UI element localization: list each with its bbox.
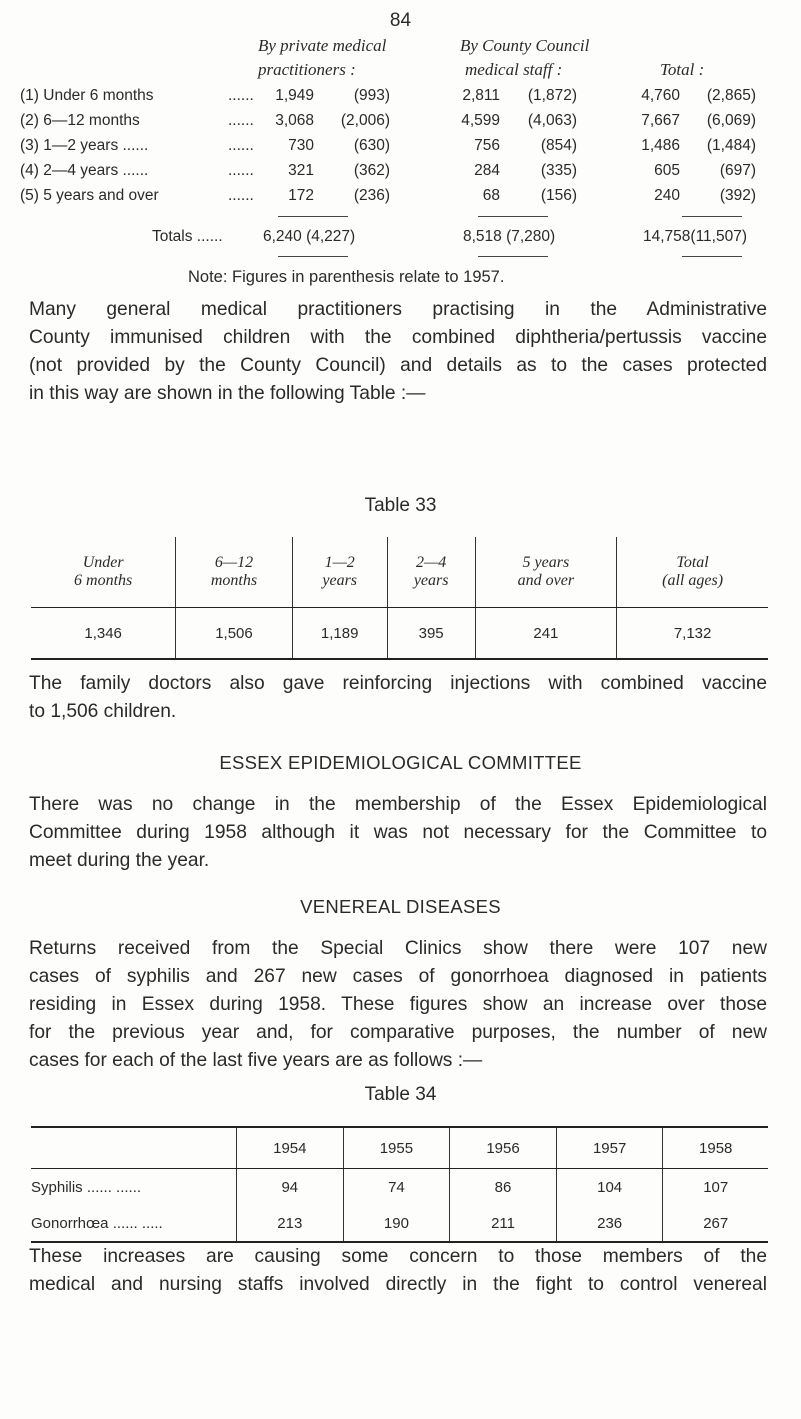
text-line: in this way are shown in the following Table :— [29,383,426,404]
table33-cell: 241 [475,608,617,660]
private-value: 321 [288,162,314,179]
row-label: (5) 5 years and over [20,187,159,204]
table33 [31,537,768,660]
text-line: meet during the year. [29,850,210,871]
col-header-county-line1: By County Council [460,36,590,55]
county-1957-value: (4,063) [527,112,577,129]
table33-cell: 7,132 [617,608,768,660]
text-line: Many general medical practitioners practising in the Administrative [29,299,767,320]
table33-cell: 1,346 [31,608,176,660]
text-line: Committee during 1958 although it was not necessary for the Committee to [29,822,767,843]
table34-cell: 107 [663,1169,768,1206]
private-1957-value: (236) [353,187,390,204]
text-line: These increases are causing some concern to those members of the [29,1246,767,1267]
table33-cell: 1,506 [176,608,292,660]
table34-cell: 74 [343,1169,450,1206]
paragraph-venereal [29,935,767,1075]
county-1957-value: (156) [540,187,577,204]
text-line: cases for each of the last five years are as follows :— [29,1050,483,1071]
paragraph-immunisation [29,296,767,408]
text-line: (not provided by the County Council) and details as to the cases protected [29,355,767,376]
table34-cell: 94 [237,1169,344,1206]
heading-epidemiological: ESSEX EPIDEMIOLOGICAL COMMITTEE [219,752,582,773]
table34-cell: 267 [663,1205,768,1242]
table33-header: 1—2 years [292,537,387,608]
county-1957-value: (335) [540,162,577,179]
col-header-private-line2: practitioners : [258,60,356,79]
table34-corner [31,1127,237,1169]
total-rule [682,216,742,217]
totals-label: Totals ...... [152,228,223,245]
row-dots: ...... [228,87,254,104]
county-value: 4,599 [461,112,500,129]
row-dots: ...... [228,162,254,179]
table33-header: Total (all ages) [617,537,768,608]
table34-cell: 86 [450,1169,557,1206]
private-value: 3,068 [275,112,314,129]
table34-cell: 211 [450,1205,557,1242]
total-rule [478,256,548,257]
table34 [31,1126,768,1243]
table34-cell: 213 [237,1205,344,1242]
table33-title: Table 33 [364,495,437,516]
private-value: 172 [288,187,314,204]
table33-header: Under 6 months [31,537,176,608]
private-value: 1,949 [275,87,314,104]
paragraph-concern [29,1243,767,1299]
private-value: 730 [288,137,314,154]
totals-total: 14,758(11,507) [643,228,747,245]
total-value: 4,760 [641,87,680,104]
table34-cell: 236 [556,1205,663,1242]
table33-cell: 395 [387,608,475,660]
totals-private: 6,240 (4,227) [263,228,356,245]
paragraph-reinforcing [29,670,767,726]
total-rule [682,256,742,257]
table34-row-label: Gonorrhœa ...... ..... [31,1214,163,1232]
total-rule [278,216,348,217]
table-note: Note: Figures in parenthesis relate to 1957. [188,268,505,286]
page-number: 84 [389,10,412,31]
table34-cell: 104 [556,1169,663,1206]
text-line: to 1,506 children. [29,701,177,722]
total-1957-value: (697) [719,162,756,179]
row-label: (1) Under 6 months [20,87,154,104]
private-1957-value: (2,006) [340,112,390,129]
heading-venereal: VENEREAL DISEASES [300,896,501,917]
row-label: (3) 1—2 years ...... [20,137,149,154]
text-line: Returns received from the Special Clinics show there were 107 new [29,938,767,959]
county-value: 284 [474,162,500,179]
col-header-private-line1: By private medical [258,36,387,55]
table33-header: 5 years and over [475,537,617,608]
row-dots: ...... [228,137,254,154]
total-rule [278,256,348,257]
county-value: 2,811 [462,87,500,104]
total-value: 1,486 [641,137,680,154]
total-value: 7,667 [641,112,680,129]
totals-county: 8,518 (7,280) [463,228,556,245]
private-1957-value: (362) [353,162,390,179]
total-1957-value: (1,484) [706,137,756,154]
total-rule [478,216,548,217]
col-header-county-line2: medical staff : [465,60,563,79]
private-1957-value: (630) [353,137,390,154]
text-line: for the previous year and, for comparative purposes, the number of new [29,1022,767,1043]
total-value: 240 [654,187,680,204]
table34-year: 1958 [663,1127,768,1169]
county-value: 68 [482,187,500,204]
text-line: cases of syphilis and 267 new cases of gonorrhoea diagnosed in patients [29,966,767,987]
text-line: residing in Essex during 1958. These figures show an increase over those [29,994,767,1015]
total-1957-value: (392) [719,187,756,204]
private-1957-value: (993) [353,87,390,104]
table33-header: 6—12 months [176,537,292,608]
total-1957-value: (2,865) [706,87,756,104]
county-1957-value: (1,872) [527,87,577,104]
row-dots: ...... [228,112,254,129]
total-1957-value: (6,069) [706,112,756,129]
county-1957-value: (854) [540,137,577,154]
table34-cell: 190 [343,1205,450,1242]
table34-row-label: Syphilis ...... ...... [31,1178,142,1196]
text-line: The family doctors also gave reinforcing injections with combined vaccine [29,673,767,694]
table34-title: Table 34 [364,1084,437,1105]
text-line: medical and nursing staffs involved directly in the fight to control venereal [29,1274,767,1295]
table33-header: 2—4 years [387,537,475,608]
table33-cell: 1,189 [292,608,387,660]
table34-year: 1954 [237,1127,344,1169]
paragraph-committee [29,791,767,875]
row-dots: ...... [228,187,254,204]
table34-year: 1957 [556,1127,663,1169]
text-line: There was no change in the membership of the Essex Epidemiological [29,794,767,815]
total-value: 605 [654,162,680,179]
col-header-total: Total : [660,60,705,79]
text-line: County immunised children with the combined diphtheria/pertussis vaccine [29,327,767,348]
table34-year: 1956 [450,1127,557,1169]
table34-year: 1955 [343,1127,450,1169]
row-label: (4) 2—4 years ...... [20,162,149,179]
county-value: 756 [474,137,500,154]
row-label: (2) 6—12 months [20,112,140,129]
